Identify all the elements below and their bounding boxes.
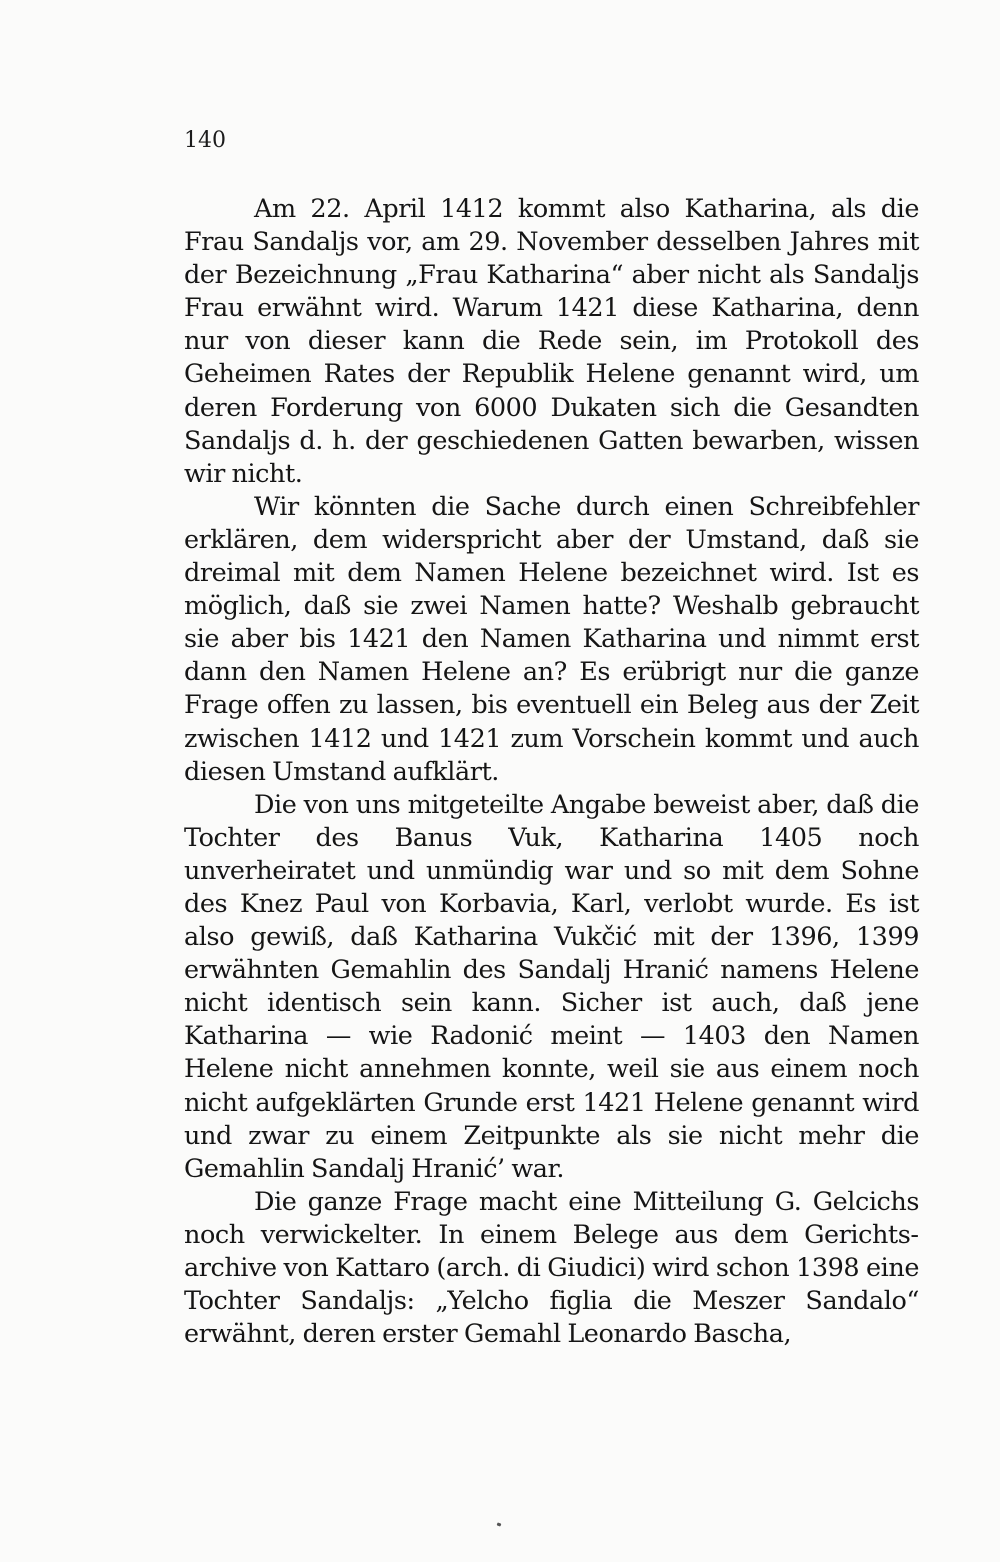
- paragraph-3: Die von uns mitgeteilte Angabe beweist aber, daß die Tochter des Banus Vuk, Katharina 1405 noch unverheiratet und unmündig war und so mit dem Sohne des Knez Paul von Korbavia, Karl, verlobt wurde. Es ist also gewiß, daß Katharina Vukčić mit der 1396, 1399 erwähnten Gemahlin des Sandalj Hranić namens Helene nicht identisch sein kann. Sicher ist auch, daß jene Katharina — wie Radonić meint — 1403 den Namen Helene nicht annehmen konnte, weil sie aus einem noch nicht aufgeklärten Grunde erst 1421 Helene genannt wird und zwar zu einem Zeitpunkte als sie nicht mehr die Gemahlin Sandalj Hranić’ war.: [184, 789, 919, 1184]
- paragraph-4: Die ganze Frage macht eine Mitteilung G. Gelcichs noch verwickelter. In einem Belege aus dem Gerichtsarchive von Kattaro (arch. di Giudici) wird schon 1398 eine Tochter Sandaljs: „Yelcho figlia die Meszer Sandalo“ erwähnt, deren erster Gemahl Leonardo Bascha,: [184, 1186, 919, 1350]
- print-speck: [497, 1522, 502, 1526]
- body-text: [184, 193, 919, 1351]
- paragraph-2: Wir könnten die Sache durch einen Schreibfehler erklären, dem widerspricht aber der Umstand, daß sie dreimal mit dem Namen Helene bezeichnet wird. Ist es möglich, daß sie zwei Namen hatte? Weshalb gebraucht sie aber bis 1421 den Namen Katharina und nimmt erst dann den Namen Helene an? Es erübrigt nur die ganze Frage offen zu lassen, bis eventuell ein Beleg aus der Zeit zwischen 1412 und 1421 zum Vorschein kommt und auch diesen Umstand aufklärt.: [184, 491, 919, 787]
- page-number: 140: [184, 128, 226, 153]
- paragraph-1: Am 22. April 1412 kommt also Katharina, als die Frau Sandaljs vor, am 29. November desselben Jahres mit der Bezeichnung „Frau Katharina“ aber nicht als Sandaljs Frau erwähnt wird. Warum 1421 diese Katharina, denn nur von dieser kann die Rede sein, im Protokoll des Geheimen Rates der Republik Helene genannt wird, um deren Forderung von 6000 Dukaten sich die Gesandten Sandaljs d. h. der geschiedenen Gatten bewarben, wissen wir nicht.: [184, 194, 919, 489]
